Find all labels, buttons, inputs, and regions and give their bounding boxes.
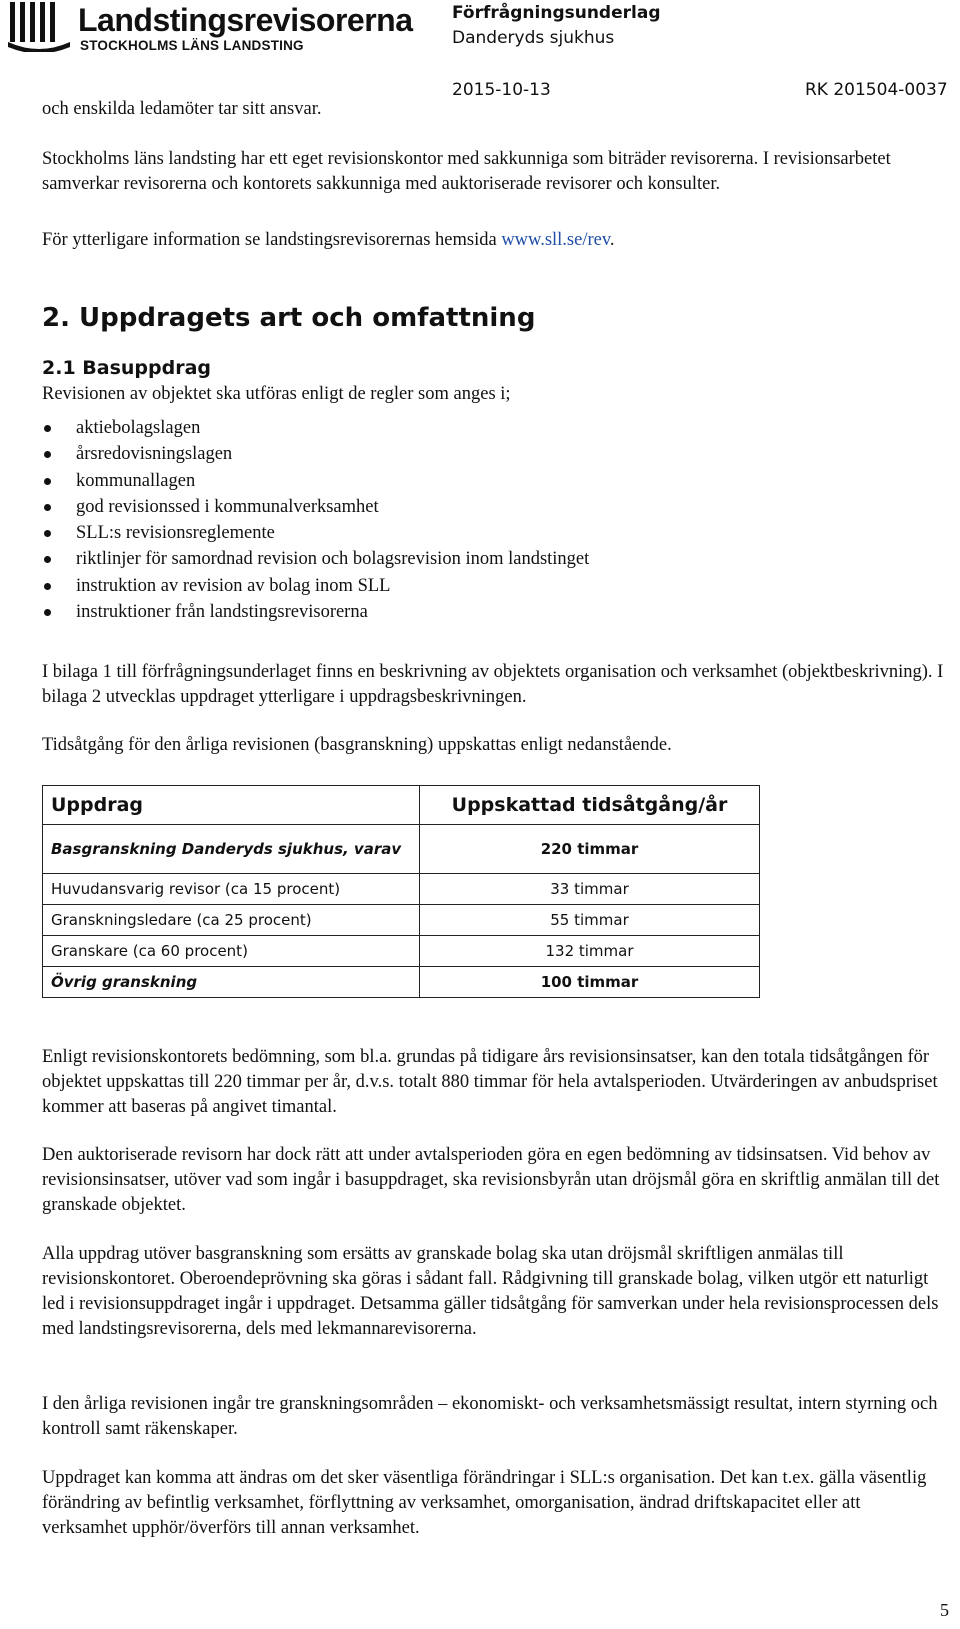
landstingsrevisorerna-logo-icon — [6, 2, 72, 52]
list-item: instruktioner från landstingsrevisorerna — [42, 599, 922, 625]
paragraph-andring: Uppdraget kan komma att ändras om det sker väsentliga förändringar i SLL:s organisation. Det kan t.ex. gälla väsentlig förändring av befintlig verksamhet, förflyttning av verksamhet, omorganisation, ändrad driftskapacitet eller att verksamhet upphör/överförs till annan verksamhet. — [42, 1468, 927, 1538]
table-cell-time: 132 timmar — [420, 936, 760, 967]
table-cell-time: 220 timmar — [420, 825, 760, 874]
rules-list — [42, 415, 922, 625]
table-cell-task: Övrig granskning — [43, 967, 420, 998]
table-cell-task: Granskare (ca 60 procent) — [43, 936, 420, 967]
logo — [0, 0, 413, 58]
table-cell-time: 55 timmar — [420, 905, 760, 936]
paragraph-bedomning: Enligt revisionskontorets bedömning, som bl.a. grundas på tidigare års revisionsinsatser, kan den totala tidsåtgången för objektet uppskattas till 220 timmar per år, d.v.s. totalt 880 timmar för hela avtalsperioden. Utvärderingen av anbudspriset kommer att baseras på angivet timantal. — [42, 1047, 938, 1117]
table-row — [43, 825, 760, 874]
paragraph-tidsinsats: Den auktoriserade revisorn har dock rätt att under avtalsperioden göra en egen bedömning av tidsinsatsen. Vid behov av revisionsinsatser, utöver vad som ingår i basuppdraget, ska revisionsbyrån utan dröjsmål göra en skriftlig anmälan till det granskade objektet. — [42, 1145, 940, 1215]
table-cell-task: Huvudansvarig revisor (ca 15 procent) — [43, 874, 420, 905]
list-item: SLL:s revisionsreglemente — [42, 520, 922, 546]
logo-subtitle: STOCKHOLMS LÄNS LANDSTING — [80, 38, 304, 53]
table-header-row — [43, 786, 760, 825]
table-row — [43, 967, 760, 998]
document-reference: RK 201504-0037 — [805, 80, 948, 100]
document-date: 2015-10-13 — [452, 80, 551, 100]
page-number: 5 — [940, 1600, 949, 1620]
table-cell-task: Granskningsledare (ca 25 procent) — [43, 905, 420, 936]
paragraph-uppdrag: Alla uppdrag utöver basgranskning som ersätts av granskade bolag ska utan dröjsmål skriftligen anmälas till revisionskontoret. Oberoendeprövning ska göras i sådant fall. Rådgivning till granskade bolag, vilken utgör ett naturligt led i revisionsuppdraget ingår i uppdraget. Detsamma gäller tidsåtgång för samverkan under hela revisionsprocessen dels med landstingsrevisorerna, dels med lekmannarevisorerna. — [42, 1244, 939, 1339]
list-item: god revisionssed i kommunalverksamhet — [42, 494, 922, 520]
table-header-task: Uppdrag — [43, 786, 420, 825]
subsection-heading: 2.1 Basuppdrag — [42, 357, 212, 379]
tidsatgang-paragraph: Tidsåtgång för den årliga revisionen (basgranskning) uppskattas enligt nedanstående. — [42, 735, 672, 755]
intro-line: och enskilda ledamöter tar sitt ansvar. — [42, 99, 322, 119]
time-estimate-table — [42, 785, 760, 998]
intro-paragraph: Stockholms läns landsting har ett eget revisionskontor med sakkunniga som biträder revisorerna. I revisionsarbetet samverkar revisorerna och kontorets sakkunniga med auktoriserade revisorer och konsulter. — [42, 149, 891, 194]
list-item: kommunallagen — [42, 468, 922, 494]
table-cell-task: Basgranskning Danderyds sjukhus, varav — [43, 825, 420, 874]
document-header — [452, 1, 660, 51]
bilaga-paragraph: I bilaga 1 till förfrågningsunderlaget finns en beskrivning av objektets organisation och verksamhet (objektbeskrivning). I bilaga 2 utvecklas uppdraget ytterligare i uppdragsbeskrivningen. — [42, 662, 944, 707]
table-header-time: Uppskattad tidsåtgång/år — [420, 786, 760, 825]
table-cell-time: 33 timmar — [420, 874, 760, 905]
logo-name: Landstingsrevisorerna — [78, 2, 413, 38]
document-type: Förfrågningsunderlag — [452, 3, 661, 23]
table-cell-time: 100 timmar — [420, 967, 760, 998]
list-item: riktlinjer för samordnad revision och bolagsrevision inom landstinget — [42, 546, 922, 572]
list-item: aktiebolagslagen — [42, 415, 922, 441]
list-item: årsredovisningslagen — [42, 441, 922, 467]
table-row — [43, 874, 760, 905]
list-item: instruktion av revision av bolag inom SLL — [42, 573, 922, 599]
document-subject: Danderyds sjukhus — [452, 28, 615, 48]
section-heading: 2. Uppdragets art och omfattning — [42, 303, 536, 333]
info-paragraph: För ytterligare information se landstingsrevisorernas hemsida www.sll.se/rev. — [42, 230, 615, 250]
paragraph-granskningsomraden: I den årliga revisionen ingår tre granskningsområden – ekonomiskt- och verksamhetsmässigt resultat, intern styrning och kontroll samt räkenskaper. — [42, 1394, 938, 1439]
rules-lead: Revisionen av objektet ska utföras enligt de regler som anges i; — [42, 384, 511, 404]
website-link[interactable]: www.sll.se/rev — [501, 230, 610, 250]
table-row — [43, 905, 760, 936]
table-row — [43, 936, 760, 967]
